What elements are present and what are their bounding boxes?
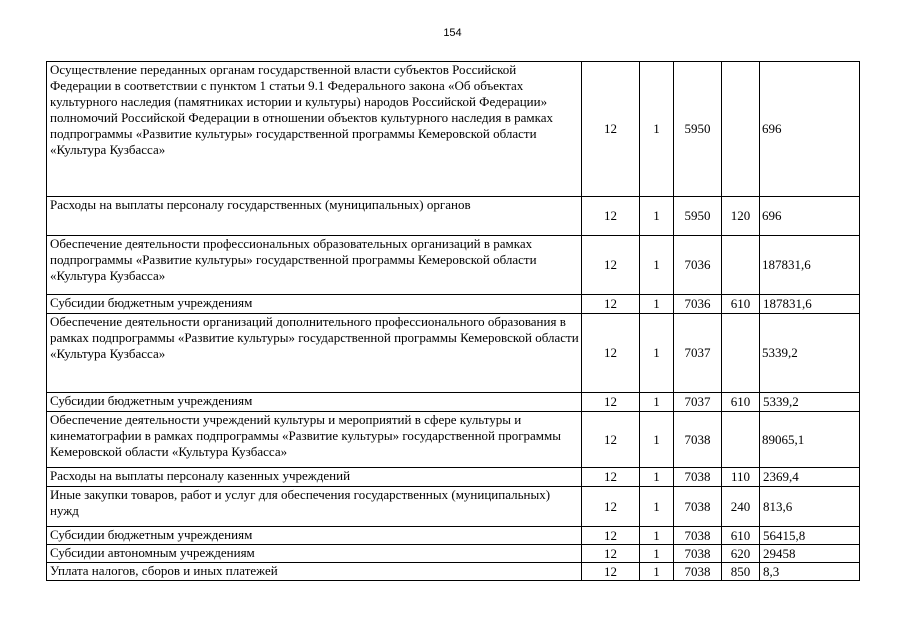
expense-type-code: 610	[722, 527, 760, 545]
table-row	[47, 314, 860, 393]
subsection-code: 1	[640, 468, 674, 487]
subsection-code: 1	[640, 295, 674, 314]
row-name: Иные закупки товаров, работ и услуг для обеспечения государственных (муниципальных) нужд	[47, 487, 582, 527]
table-row	[47, 545, 860, 563]
expense-type-code	[722, 236, 760, 295]
section-code: 12	[582, 527, 640, 545]
article-code: 7038	[674, 487, 722, 527]
subsection-code: 1	[640, 314, 674, 393]
table-row	[47, 487, 860, 527]
section-code: 12	[582, 487, 640, 527]
row-name: Обеспечение деятельности организаций дополнительного профессионального образования в рамках подпрограммы «Развитие культуры» государственной программы Кемеровской области «Культура Кузбасса»	[47, 314, 582, 393]
article-code: 7038	[674, 527, 722, 545]
table-row	[47, 393, 860, 412]
page-number: 154	[443, 27, 462, 39]
budget-table	[46, 61, 860, 581]
section-code: 12	[582, 197, 640, 236]
table-row	[47, 236, 860, 295]
expense-type-code: 620	[722, 545, 760, 563]
article-code: 7038	[674, 563, 722, 581]
subsection-code: 1	[640, 563, 674, 581]
amount: 187831,6	[760, 295, 860, 314]
amount: 8,3	[760, 563, 860, 581]
row-name: Обеспечение деятельности профессиональных образовательных организаций в рамках подпрограммы «Развитие культуры» государственной программы Кемеровской области «Культура Кузбасса»	[47, 236, 582, 295]
row-name: Уплата налогов, сборов и иных платежей	[47, 563, 582, 581]
amount: 813,6	[760, 487, 860, 527]
amount: 89065,1	[760, 412, 860, 468]
expense-type-code	[722, 314, 760, 393]
article-code: 7036	[674, 236, 722, 295]
section-code: 12	[582, 412, 640, 468]
section-code: 12	[582, 236, 640, 295]
section-code: 12	[582, 295, 640, 314]
article-code: 7036	[674, 295, 722, 314]
row-name: Субсидии бюджетным учреждениям	[47, 393, 582, 412]
amount: 29458	[760, 545, 860, 563]
article-code: 7037	[674, 393, 722, 412]
amount: 2369,4	[760, 468, 860, 487]
expense-type-code: 240	[722, 487, 760, 527]
article-code: 5950	[674, 197, 722, 236]
amount: 5339,2	[760, 314, 860, 393]
article-code: 7037	[674, 314, 722, 393]
section-code: 12	[582, 62, 640, 197]
amount: 696	[760, 62, 860, 197]
row-name: Расходы на выплаты персоналу государственных (муниципальных) органов	[47, 197, 582, 236]
row-name: Субсидии автономным учреждениям	[47, 545, 582, 563]
article-code: 7038	[674, 468, 722, 487]
row-name: Субсидии бюджетным учреждениям	[47, 527, 582, 545]
expense-type-code: 850	[722, 563, 760, 581]
subsection-code: 1	[640, 545, 674, 563]
article-code: 7038	[674, 545, 722, 563]
article-code: 5950	[674, 62, 722, 197]
subsection-code: 1	[640, 197, 674, 236]
subsection-code: 1	[640, 487, 674, 527]
table-row	[47, 295, 860, 314]
table-row	[47, 468, 860, 487]
section-code: 12	[582, 545, 640, 563]
subsection-code: 1	[640, 62, 674, 197]
expense-type-code: 120	[722, 197, 760, 236]
section-code: 12	[582, 314, 640, 393]
article-code: 7038	[674, 412, 722, 468]
subsection-code: 1	[640, 527, 674, 545]
subsection-code: 1	[640, 412, 674, 468]
expense-type-code: 610	[722, 393, 760, 412]
amount: 187831,6	[760, 236, 860, 295]
expense-type-code: 110	[722, 468, 760, 487]
table-row	[47, 197, 860, 236]
subsection-code: 1	[640, 236, 674, 295]
row-name: Расходы на выплаты персоналу казенных учреждений	[47, 468, 582, 487]
table-row	[47, 412, 860, 468]
section-code: 12	[582, 468, 640, 487]
amount: 696	[760, 197, 860, 236]
table-row	[47, 527, 860, 545]
section-code: 12	[582, 563, 640, 581]
table-row	[47, 563, 860, 581]
row-name: Субсидии бюджетным учреждениям	[47, 295, 582, 314]
section-code: 12	[582, 393, 640, 412]
expense-type-code: 610	[722, 295, 760, 314]
row-name: Осуществление переданных органам государственной власти субъектов Российской Федерации в соответствии с пунктом 1 статьи 9.1 Федерального закона «Об объектах культурного наследия (памятниках истории и культуры) народов Российской Федерации» полномочий Российской Федерации в отношении объектов культурного наследия в рамках подпрограммы «Развитие культуры» государственной программы Кемеровской области «Культура Кузбасса»	[47, 62, 582, 197]
table-row	[47, 62, 860, 197]
subsection-code: 1	[640, 393, 674, 412]
amount: 5339,2	[760, 393, 860, 412]
row-name: Обеспечение деятельности учреждений культуры и мероприятий в сфере культуры и кинематографии в рамках подпрограммы «Развитие культуры» государственной программы Кемеровской области «Культура Кузбасса»	[47, 412, 582, 468]
expense-type-code	[722, 412, 760, 468]
amount: 56415,8	[760, 527, 860, 545]
expense-type-code	[722, 62, 760, 197]
